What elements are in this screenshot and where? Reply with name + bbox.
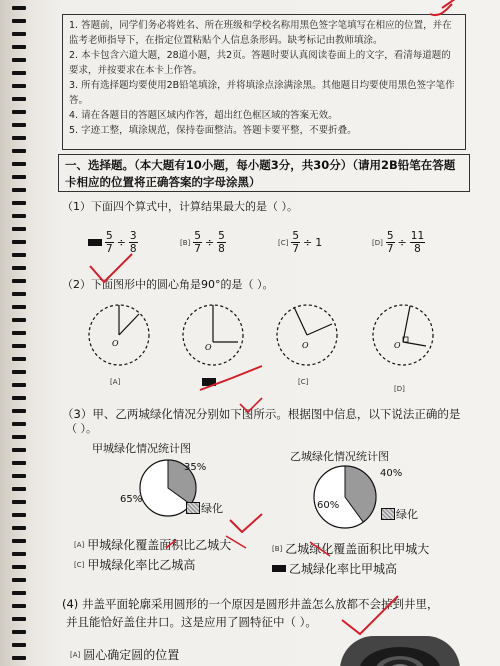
red-check-icon	[230, 514, 262, 532]
pie-label-yi-other: 60%	[317, 500, 340, 511]
fraction: $\frac{5}{7}$	[194, 230, 201, 255]
q3-stem-cont: （ ）。	[66, 422, 97, 435]
q3-option-b[interactable]: [B] 乙城绿化覆盖面积比甲城大	[272, 542, 430, 556]
operator: ÷	[303, 236, 313, 249]
center-label: O	[205, 343, 212, 352]
red-check-icon	[240, 398, 262, 412]
q1-option-c[interactable]: [C] $\frac{5}{7}$ ÷ 1	[278, 230, 323, 255]
operand: 1	[315, 236, 323, 249]
q3-option-a[interactable]: [A] 甲城绿化覆盖面积比乙城大	[74, 538, 232, 552]
operator: ÷	[397, 236, 407, 249]
red-check-icon	[90, 254, 132, 282]
chart-title-yi: 乙城绿化情况统计图	[290, 450, 389, 463]
fraction: $\frac{5}{7}$	[292, 230, 300, 255]
red-mark-icon	[430, 4, 452, 15]
center-label: O	[112, 339, 119, 348]
q3-option-d[interactable]: 乙城绿化率比甲城高	[272, 560, 397, 577]
fraction: $\frac{3}{8}$	[129, 230, 137, 255]
notice-item: 5. 字迹工整，填涂规范，保持卷面整洁。答题卡要平整，不要折叠。	[69, 125, 357, 136]
q2-label-d: [D]	[394, 385, 405, 393]
center-label: O	[394, 341, 401, 350]
legend-label-jia: 绿化	[201, 502, 223, 515]
chart-title-jia: 甲城绿化情况统计图	[92, 442, 191, 455]
q1-option-b[interactable]: [B] $\frac{5}{7}$ ÷ $\frac{5}{8}$	[180, 230, 225, 255]
red-mark-icon	[166, 540, 176, 548]
legend-label-yi: 绿化	[396, 508, 418, 521]
notice-item: 1. 答题前，同学们务必将姓名、所在班级和学校名称用黑色签字笔填写在相应的位置，并在监考老师指导下，在指定位置粘贴个人信息条形码。缺考标记由教师填涂。	[69, 20, 452, 46]
q1-option-d[interactable]: [D] $\frac{5}{7}$ ÷ $\frac{11}{8}$	[372, 230, 425, 255]
pie-label-jia-green: 35%	[184, 462, 207, 473]
q4-stem-cont: 并且能恰好盖住井口。这是应用了圆特征中（ ）。	[66, 615, 317, 629]
operator: ÷	[204, 236, 215, 249]
q1-stem: （1）下面四个算式中，计算结果最大的是（ ）。	[62, 200, 298, 213]
q4-stem: (4) 井盖平面轮廓采用圆形的一个原因是圆形井盖怎么放都不会掉到井里，	[62, 597, 439, 611]
pie-label-yi-green: 40%	[380, 468, 403, 479]
q2-label-a: [A]	[110, 378, 121, 386]
notice-item: 2. 本卡包含六道大题，28道小题，共2页。答题时要认真阅读卷面上的文字，看清每道题的要求，并按要求在本卡上作答。	[69, 50, 451, 76]
red-check-icon	[342, 596, 398, 634]
operator: ÷	[116, 236, 126, 249]
red-mark-icon	[226, 536, 246, 548]
pie-label-jia-other: 65%	[120, 494, 143, 505]
fraction: $\frac{5}{7}$	[106, 230, 113, 255]
q2-label-c: [C]	[298, 378, 309, 386]
fraction: $\frac{5}{8}$	[218, 230, 225, 255]
notice-item: 4. 请在各题目的答题区域内作答，超出红色框区域的答案无效。	[69, 110, 338, 121]
notice-item: 3. 所有选择题均要使用2B铅笔填涂，并将填涂点涂满涂黑。其他题目均要使用黑色签字笔作答。	[69, 80, 455, 106]
fraction: $\frac{11}{8}$	[410, 230, 425, 255]
fraction: $\frac{5}{7}$	[386, 230, 394, 255]
q4-option-a[interactable]: [A] 圆心确定圆的位置	[70, 648, 180, 662]
red-mark-icon	[310, 542, 330, 556]
q2-stem: （2）下面图形中的圆心角是90°的是（ ）。	[62, 278, 274, 291]
center-label: O	[302, 341, 309, 350]
red-check-icon	[200, 366, 262, 390]
section-heading: 一、选择题。（本大题有10小题，每小题3分，共30分）（请用2B铅笔在答题卡相应的位置将正确答案的字母涂黑）	[58, 154, 470, 192]
q3-stem: （3）甲、乙两城绿化情况分别如下图所示。根据图中信息，以下说法正确的是	[62, 407, 461, 421]
q3-option-c[interactable]: [C] 甲城绿化率比乙城高	[74, 558, 196, 572]
